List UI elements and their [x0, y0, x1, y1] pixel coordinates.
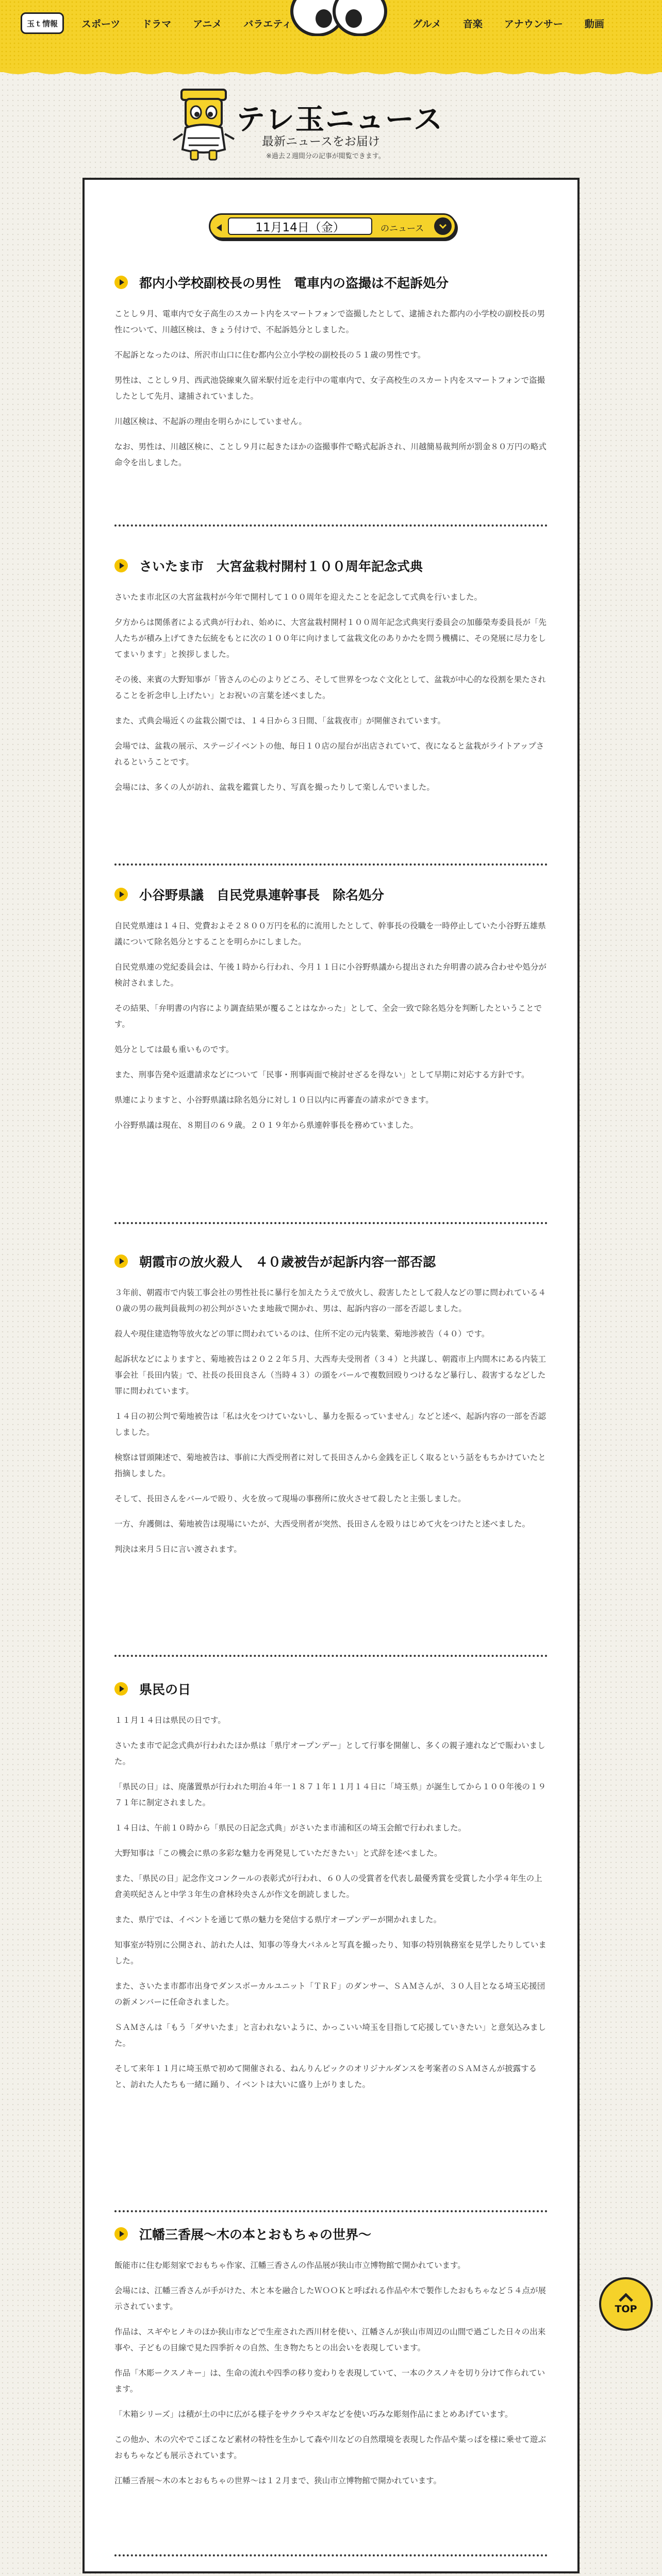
date-selector[interactable] [209, 213, 456, 239]
article-paragraph: その後、来賓の大野知事が「皆さんの心のよりどころ、そして世界をつなぐ文化として、盆栽が中心的な役割を果たされることを祈念申し上げたい」とお祝いの言葉を述べました。 [114, 675, 546, 700]
article-paragraph: １４日の初公判で菊地被告は「私は火をつけていないし、暴力を振るっていません」などと述べ、起訴内容の一部を否認しました。 [114, 1412, 547, 1437]
article-paragraph: 大野知事は「この機会に県の多彩な魅力を再発見していただきたい」と式辞を述べました。 [114, 1849, 442, 1858]
play-arrow-icon [114, 2227, 128, 2241]
article-paragraph: 検察は冒頭陳述で、菊地被告は、事前に大西受刑者に対して長田さんから金銭を正しく取るという話をもちかけていたと指摘しました。 [114, 1453, 546, 1478]
article-paragraph: ことし９月、電車内で女子高生のスカート内をスマートフォンで盗撮したとして、逮捕された都内の小学校の副校長の男性について、川越区検は、きょう付けで、不起訴処分としました。 [114, 309, 545, 334]
article-paragraph: 江幡三香展～木の本とおもちゃの世界～は１２月まで、狭山市立博物館で開かれています。 [114, 2476, 441, 2485]
article-paragraph: 「県民の日」は、廃藩置県が行われた明治４年一１８７１年１１月１４日に「埼玉県」が誕生してから１００年後の１９７１年に制定されました。 [114, 1782, 547, 1807]
news-article [114, 1252, 548, 1567]
article-paragraph: 不起訴となったのは、所沢市山口に住む都内公立小学校の副校長の５１歳の男性です。 [114, 350, 426, 360]
article-paragraph: 作品は、スギやヒノキのほか狭山市などで生産された西川材を使い、江幡さんが狭山市周辺の山間で過ごした日々の出来事や、子どもの目線で見た四季折々の自然、生き物たちとの出会いを表現しています。 [114, 2327, 546, 2352]
article-paragraph: そして、長田さんをバールで殴り、火を放って現場の事務所に放火させて殺したと主張しました。 [114, 1494, 466, 1503]
nav-item-sports[interactable]: スポーツ [81, 19, 121, 30]
nav-item-anime[interactable]: アニメ [193, 19, 222, 30]
nav-item-drama[interactable]: ドラマ [142, 19, 172, 30]
news-article [114, 273, 548, 480]
article-paragraph: また、さいたま市都市出身でダンスボーカルユニット「ＴＲＦ」のダンサー、ＳＡＭさんが、３０人目となる埼玉応援団の新メンバーに任命されました。 [114, 1981, 545, 2007]
nav-item-video[interactable]: 動画 [584, 19, 604, 30]
date-caption: のニュース [380, 224, 424, 234]
news-article [114, 556, 548, 805]
play-arrow-icon [114, 888, 128, 901]
article-title: 朝霞市の放火殺人 ４０歳被告が起訴内容一部否認 [139, 1255, 436, 1269]
site-header [0, 0, 662, 72]
news-article [114, 1680, 548, 2102]
global-nav-right [412, 14, 626, 32]
article-divider [114, 2210, 548, 2212]
article-paragraph: 判決は来月５日に言い渡されます。 [114, 1545, 242, 1554]
archive-note: ※過去２週間分の記事が閲覧できます。 [266, 152, 385, 160]
article-title: 小谷野県議 自民党県連幹事長 除名処分 [139, 888, 385, 903]
article-paragraph: 夕方からは関係者による式典が行われ、始めに、大宮盆栽村開村１００周年記念式典実行委員会の加藤榮寿委員長が「先人たちが積み上げてきた伝統をもとに次の１００年に向けまして盆栽文化のありかたを問う機構に、その発展に尽力をしてまいります」と挨拶しました。 [114, 618, 547, 659]
article-paragraph: 小谷野県議は現在、８期目の６９歳。２０１９年から県連幹事長を務めていました。 [114, 1121, 419, 1130]
article-paragraph: 「木箱シリーズ」は積が土の中に広がる様子をサクラやスギなどを使い巧みな彫刻作品にまとめあげています。 [114, 2410, 513, 2419]
nav-item-variety[interactable]: バラエティ [243, 19, 292, 30]
article-paragraph: なお、男性は、川越区検に、ことし９月に起きたほかの盗撮事件で略式起訴され、川越簡易裁判所が罰金８０万円の略式命令を出しました。 [114, 442, 547, 467]
article-paragraph: 自民党県連の党紀委員会は、午後１時から行われ、今月１１日に小谷野県議から提出された弁明書の読み合わせや処分が検討されました。 [114, 962, 547, 988]
date-value[interactable]: 11月14日（金） [228, 217, 372, 235]
article-paragraph: 男性は、ことし９月、西武池袋線東久留米駅付近を走行中の電車内で、女子高校生のスカート内をスマートフォンで盗撮したとして先月、逮捕されていました。 [114, 376, 545, 401]
back-to-top-label: TOP [615, 2303, 637, 2315]
article-divider [114, 863, 548, 866]
chevron-down-icon[interactable] [434, 217, 452, 235]
article-title: 都内小学校副校長の男性 電車内の盗撮は不起訴処分 [139, 276, 449, 291]
mascot-eyes-icon [287, 0, 390, 36]
article-paragraph: そして来年１１月に埼玉県で初めて開催される、ねんりんピックのオリジナルダンスを考案者のＳＡＭさんが披露すると、訪れた人たちも一緒に踊り、イベントは大いに盛り上がりました。 [114, 2064, 537, 2089]
page-subtitle: 最新ニュースをお届け [262, 135, 380, 148]
article-paragraph: また、県庁では、イベントを通じて県の魅力を発信する県庁オープンデーが開かれました。 [114, 1915, 442, 1924]
article-title: 江幡三香展～木の本とおもちゃの世界～ [139, 2227, 372, 2242]
article-title: さいたま市 大宮盆栽村開村１００周年記念式典 [139, 559, 423, 574]
header-wave-divider [0, 68, 662, 77]
play-arrow-icon [114, 276, 128, 289]
article-paragraph: 会場では、盆栽の展示、ステージイベントの他、毎日１０店の屋台が出店されていて、夜になると盆栽がライトアップされるということです。 [114, 741, 544, 767]
article-paragraph: また、刑事告発や返還請求などについて「民事・刑事両面で検討せざるを得ない」として早期に対応する方針です。 [114, 1070, 529, 1079]
article-divider [114, 1222, 548, 1224]
article-paragraph: その結果、「弁明書の内容により調査結果が覆ることはなかった」として、全会一致で除名処分を判断したということです。 [114, 1004, 542, 1029]
mascot-character-icon [170, 88, 237, 162]
nav-item-music[interactable]: 音楽 [462, 19, 483, 30]
arrow-up-icon [618, 2293, 634, 2302]
play-arrow-icon [114, 559, 128, 572]
article-paragraph: また、式典会場近くの盆栽公園では、１４日から３日間、「盆栽夜市」が開催されています。 [114, 716, 446, 725]
article-paragraph: さいたま市北区の大宮盆栽村が今年で開村して１００周年を迎えたことを記念して式典を行いました。 [114, 592, 483, 602]
article-paragraph: 県連によりますと、小谷野県議は除名処分に対し１０日以内に再審査の請求ができます。 [114, 1095, 434, 1105]
article-divider [114, 524, 548, 527]
article-paragraph: 処分としては最も重いものです。 [114, 1045, 234, 1054]
news-article [114, 885, 548, 1143]
news-article [114, 2225, 548, 2498]
article-paragraph: ３年前、朝霞市で内装工事会社の男性社長に暴行を加えたうえで放火し、殺害したとして殺人などの罪に問われている４０歳の男の裁判員裁判の初公判がさいたま地裁で開かれ、男は、起訴内容の一部を否認しました。 [114, 1288, 547, 1313]
article-paragraph: 殺人や現住建造物等放火などの罪に問われているのは、住所不定の元内装業、菊地渉被告（４０）です。 [114, 1329, 490, 1338]
previous-date-icon[interactable] [217, 224, 222, 231]
page-hero [170, 88, 490, 165]
article-title: 県民の日 [139, 1682, 191, 1697]
page-title: テレ玉ニュース [236, 103, 444, 137]
article-paragraph: さいたま市で記念式典が行われたほか県は「県庁オープンデー」として行事を開催し、多くの親子連れなどで賑わいました。 [114, 1741, 545, 1766]
article-paragraph: 飯能市に住む彫刻家でおもちゃ作家、江幡三香さんの作品展が狭山市立博物館で開かれています。 [114, 2261, 466, 2270]
back-to-top-button[interactable] [599, 2277, 653, 2331]
article-paragraph: 川越区検は、不起訴の理由を明らかにしていません。 [114, 417, 307, 426]
article-paragraph: １１月１４日は県民の日です。 [114, 1716, 226, 1725]
article-paragraph: １４日は、午前１０時から「県民の日記念式典」がさいたま市浦和区の埼玉会館で行われました。 [114, 1823, 467, 1833]
article-paragraph: また、「県民の日」記念作文コンクールの表彰式が行われ、６０人の受賞者を代表し最優秀賞を受賞した小学４年生の上倉美咲紀さんと中学３年生の倉林玲央さんが作文を朗読しました。 [114, 1874, 542, 1899]
article-divider [114, 2554, 548, 2556]
article-paragraph: この他か、木の穴やでこぼこなど素材の特性を生かして森や川などの自然環境を表現した作品や葉っぱを様に乗せて遊ぶおもちゃなども展示されています。 [114, 2435, 547, 2460]
nav-item-gourmet[interactable]: グルメ [412, 19, 441, 30]
article-paragraph: 作品「木彫ークスノキー」は、生命の流れや四季の移り変わりを表現していて、一本のクスノキを切り分けて作られています。 [114, 2368, 545, 2394]
play-arrow-icon [114, 1255, 128, 1268]
article-paragraph: 一方、弁護側は、菊地被告は現場にいたが、大西受刑者が突然、長田さんを殴りはじめて火をつけたと述べました。 [114, 1519, 531, 1529]
article-paragraph: 自民党県連は１４日、党費およそ２８００万円を私的に流用したとして、幹事長の役職を一時停止していた小谷野五雄県議について除名処分とすることを明らかにしました。 [114, 921, 546, 946]
article-paragraph: 会場には、江幡三香さんが手がけた、木と本を融合したＷＯＯＫと呼ばれる作品や木で製作したおもちゃなど５４点が展示されています。 [114, 2286, 547, 2311]
article-paragraph: ＳＡＭさんは「もう「ダサいたま」と言われないように、かっこいい埼玉を目指して応援していきたい」と意気込みました。 [114, 2023, 547, 2048]
site-logo[interactable] [21, 12, 64, 34]
play-arrow-icon [114, 1682, 128, 1696]
site-logo-text: 玉ｔ情報 [26, 19, 58, 28]
article-divider [114, 1655, 548, 1657]
article-paragraph: 会場には、多くの人が訪れ、盆栽を鑑賞したり、写真を撮ったりして楽しんでいました。 [114, 783, 435, 792]
nav-item-announcer[interactable]: アナウンサー [504, 19, 563, 30]
article-paragraph: 起訴状などによりますと、菊地被告は２０２２年５月、大西寿夫受刑者（３４）と共謀し、朝霞市上内間木にある内装工事会社「長田内装」で、社長の長田良さん（当時４３）の頭をバールで複数回殴りつけるなど暴行し、殺害するなどした罪に問われています。 [114, 1354, 547, 1396]
article-paragraph: 知事室が特別に公開され、訪れた人は、知事の等身大パネルと写真を撮ったり、知事の特別執務室を見学したりしていました。 [114, 1940, 547, 1965]
global-nav-left [81, 14, 313, 32]
